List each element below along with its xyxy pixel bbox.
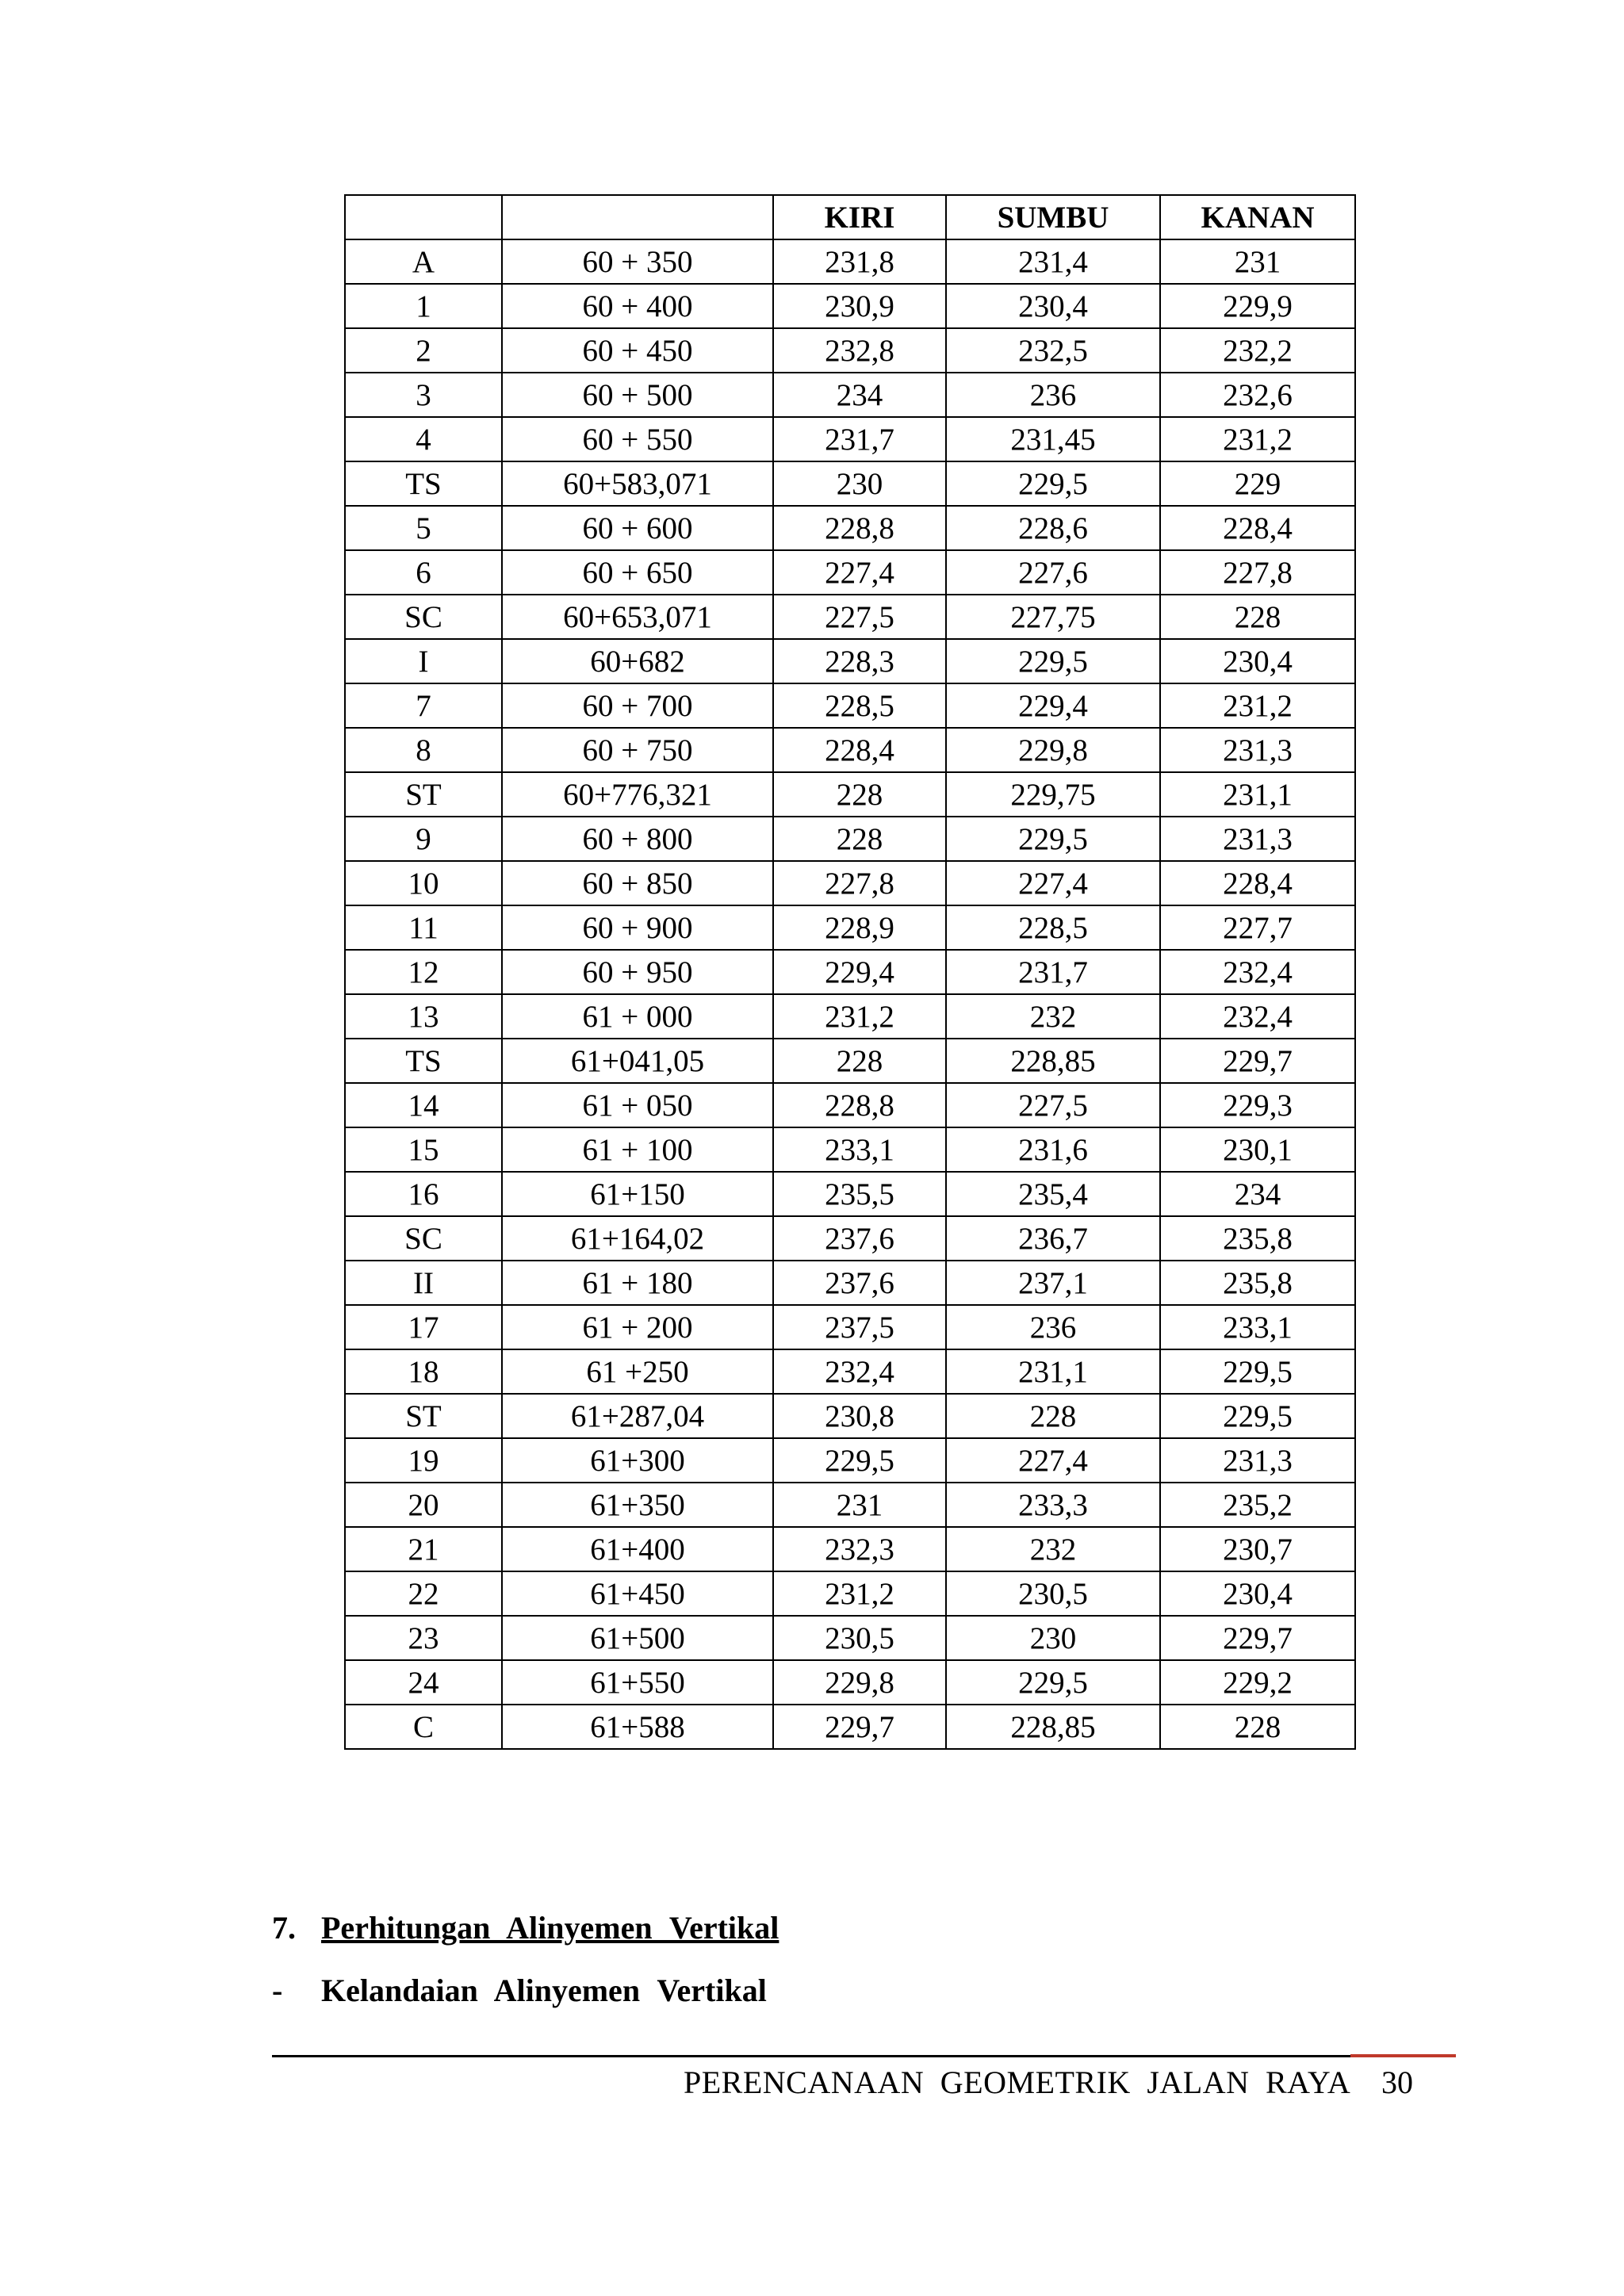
cell-kanan: 229,3 <box>1160 1083 1355 1127</box>
cell-point: TS <box>345 461 502 506</box>
cell-station: 60+776,321 <box>502 772 773 817</box>
cell-sumbu: 235,4 <box>946 1172 1160 1216</box>
cell-kiri: 237,6 <box>773 1261 946 1305</box>
cell-point: 6 <box>345 550 502 595</box>
table-row <box>345 595 1355 639</box>
cell-kiri: 231,7 <box>773 417 946 461</box>
cell-point: 5 <box>345 506 502 550</box>
footer-title: PERENCANAAN GEOMETRIK JALAN RAYA <box>684 2064 1351 2100</box>
cell-station: 60 + 600 <box>502 506 773 550</box>
section-heading <box>272 1909 779 1946</box>
cell-kiri: 228,8 <box>773 1083 946 1127</box>
cell-sumbu: 228,85 <box>946 1705 1160 1749</box>
cell-station: 60+583,071 <box>502 461 773 506</box>
cell-point: 13 <box>345 994 502 1039</box>
elevation-table <box>344 194 1356 1750</box>
cell-kiri: 228,8 <box>773 506 946 550</box>
table-row <box>345 1660 1355 1705</box>
cell-kanan: 230,7 <box>1160 1527 1355 1571</box>
cell-station: 61+150 <box>502 1172 773 1216</box>
cell-kiri: 234 <box>773 373 946 417</box>
cell-sumbu: 229,5 <box>946 639 1160 683</box>
table-row <box>345 994 1355 1039</box>
table-row <box>345 1216 1355 1261</box>
cell-station: 61 + 050 <box>502 1083 773 1127</box>
cell-station: 61 + 100 <box>502 1127 773 1172</box>
cell-sumbu: 228,85 <box>946 1039 1160 1083</box>
cell-kanan: 231,2 <box>1160 417 1355 461</box>
cell-point: 21 <box>345 1527 502 1571</box>
cell-sumbu: 236,7 <box>946 1216 1160 1261</box>
cell-kiri: 235,5 <box>773 1172 946 1216</box>
table-row <box>345 417 1355 461</box>
cell-sumbu: 229,5 <box>946 461 1160 506</box>
cell-kiri: 230,5 <box>773 1616 946 1660</box>
cell-kanan: 235,2 <box>1160 1483 1355 1527</box>
cell-kanan: 231 <box>1160 239 1355 284</box>
cell-station: 60+682 <box>502 639 773 683</box>
table-row <box>345 1571 1355 1616</box>
cell-station: 60 + 400 <box>502 284 773 328</box>
cell-kanan: 231,1 <box>1160 772 1355 817</box>
table-row <box>345 1394 1355 1438</box>
cell-kanan: 231,3 <box>1160 817 1355 861</box>
cell-station: 60+653,071 <box>502 595 773 639</box>
cell-sumbu: 229,8 <box>946 728 1160 772</box>
table-body <box>345 239 1355 1749</box>
cell-point: 19 <box>345 1438 502 1483</box>
cell-point: 11 <box>345 905 502 950</box>
cell-sumbu: 236 <box>946 1305 1160 1349</box>
table-row <box>345 461 1355 506</box>
cell-station: 60 + 850 <box>502 861 773 905</box>
cell-kiri: 231,2 <box>773 1571 946 1616</box>
cell-point: C <box>345 1705 502 1749</box>
cell-sumbu: 232 <box>946 1527 1160 1571</box>
cell-point: 16 <box>345 1172 502 1216</box>
table-row <box>345 1127 1355 1172</box>
cell-sumbu: 227,4 <box>946 861 1160 905</box>
cell-kiri: 231,2 <box>773 994 946 1039</box>
cell-kiri: 230 <box>773 461 946 506</box>
cell-kanan: 231,3 <box>1160 728 1355 772</box>
header-kiri: KIRI <box>773 195 946 239</box>
cell-kanan: 233,1 <box>1160 1305 1355 1349</box>
cell-point: 4 <box>345 417 502 461</box>
footer-divider <box>272 2055 1350 2057</box>
cell-sumbu: 229,75 <box>946 772 1160 817</box>
cell-kiri: 232,4 <box>773 1349 946 1394</box>
cell-station: 60 + 900 <box>502 905 773 950</box>
table-row <box>345 861 1355 905</box>
table-row <box>345 950 1355 994</box>
cell-sumbu: 233,3 <box>946 1483 1160 1527</box>
section-title: Perhitungan Alinyemen Vertikal <box>321 1910 779 1946</box>
header-station <box>502 195 773 239</box>
table-row <box>345 683 1355 728</box>
cell-kanan: 232,6 <box>1160 373 1355 417</box>
table-row <box>345 1172 1355 1216</box>
table-row <box>345 1527 1355 1571</box>
cell-kanan: 229,7 <box>1160 1039 1355 1083</box>
bullet-dash: - <box>272 1973 283 2008</box>
cell-kiri: 227,4 <box>773 550 946 595</box>
table-row <box>345 328 1355 373</box>
cell-point: TS <box>345 1039 502 1083</box>
cell-kanan: 235,8 <box>1160 1261 1355 1305</box>
cell-kanan: 230,1 <box>1160 1127 1355 1172</box>
cell-station: 60 + 550 <box>502 417 773 461</box>
cell-kiri: 231 <box>773 1483 946 1527</box>
table-row <box>345 772 1355 817</box>
table-row <box>345 1305 1355 1349</box>
cell-sumbu: 228,5 <box>946 905 1160 950</box>
cell-kiri: 228 <box>773 772 946 817</box>
cell-sumbu: 229,4 <box>946 683 1160 728</box>
cell-sumbu: 230,4 <box>946 284 1160 328</box>
cell-station: 61+164,02 <box>502 1216 773 1261</box>
table-row <box>345 373 1355 417</box>
cell-station: 61+287,04 <box>502 1394 773 1438</box>
table-row <box>345 550 1355 595</box>
cell-point: SC <box>345 1216 502 1261</box>
cell-station: 60 + 750 <box>502 728 773 772</box>
cell-station: 61+500 <box>502 1616 773 1660</box>
cell-sumbu: 228,6 <box>946 506 1160 550</box>
cell-kanan: 228,4 <box>1160 861 1355 905</box>
cell-point: 24 <box>345 1660 502 1705</box>
cell-station: 60 + 650 <box>502 550 773 595</box>
cell-kiri: 237,6 <box>773 1216 946 1261</box>
cell-station: 60 + 800 <box>502 817 773 861</box>
cell-kiri: 229,7 <box>773 1705 946 1749</box>
cell-sumbu: 229,5 <box>946 817 1160 861</box>
cell-sumbu: 231,4 <box>946 239 1160 284</box>
cell-station: 61 + 000 <box>502 994 773 1039</box>
cell-kanan: 235,8 <box>1160 1216 1355 1261</box>
cell-station: 61 + 180 <box>502 1261 773 1305</box>
cell-kiri: 231,8 <box>773 239 946 284</box>
cell-kanan: 231,2 <box>1160 683 1355 728</box>
cell-sumbu: 236 <box>946 373 1160 417</box>
cell-point: 18 <box>345 1349 502 1394</box>
cell-station: 61+300 <box>502 1438 773 1483</box>
cell-kanan: 228 <box>1160 595 1355 639</box>
cell-kiri: 232,8 <box>773 328 946 373</box>
cell-point: ST <box>345 1394 502 1438</box>
cell-sumbu: 231,1 <box>946 1349 1160 1394</box>
cell-station: 61+550 <box>502 1660 773 1705</box>
cell-station: 61+588 <box>502 1705 773 1749</box>
cell-kiri: 228 <box>773 1039 946 1083</box>
cell-sumbu: 227,75 <box>946 595 1160 639</box>
cell-station: 61 +250 <box>502 1349 773 1394</box>
cell-station: 61+350 <box>502 1483 773 1527</box>
cell-kanan: 229,5 <box>1160 1349 1355 1394</box>
table-row <box>345 284 1355 328</box>
cell-kanan: 230,4 <box>1160 639 1355 683</box>
cell-kiri: 227,8 <box>773 861 946 905</box>
cell-station: 60 + 700 <box>502 683 773 728</box>
table-row <box>345 728 1355 772</box>
table-row <box>345 1083 1355 1127</box>
cell-point: 9 <box>345 817 502 861</box>
cell-kiri: 228,5 <box>773 683 946 728</box>
table-row <box>345 1261 1355 1305</box>
cell-point: 17 <box>345 1305 502 1349</box>
table-row <box>345 1705 1355 1749</box>
cell-point: 15 <box>345 1127 502 1172</box>
table-header-row <box>345 195 1355 239</box>
cell-kanan: 229,5 <box>1160 1394 1355 1438</box>
cell-kiri: 228,4 <box>773 728 946 772</box>
cell-point: 23 <box>345 1616 502 1660</box>
cell-kanan: 228,4 <box>1160 506 1355 550</box>
cell-kanan: 229,9 <box>1160 284 1355 328</box>
cell-sumbu: 227,4 <box>946 1438 1160 1483</box>
cell-point: 1 <box>345 284 502 328</box>
cell-point: 22 <box>345 1571 502 1616</box>
cell-sumbu: 227,6 <box>946 550 1160 595</box>
cell-point: 7 <box>345 683 502 728</box>
cell-sumbu: 229,5 <box>946 1660 1160 1705</box>
header-point <box>345 195 502 239</box>
cell-sumbu: 232,5 <box>946 328 1160 373</box>
sub-heading-title: Kelandaian Alinyemen Vertikal <box>321 1973 767 2008</box>
cell-station: 60 + 350 <box>502 239 773 284</box>
cell-kanan: 229 <box>1160 461 1355 506</box>
table-row <box>345 817 1355 861</box>
table-row <box>345 905 1355 950</box>
table-row <box>345 1349 1355 1394</box>
cell-station: 61+400 <box>502 1527 773 1571</box>
table-row <box>345 239 1355 284</box>
cell-kanan: 230,4 <box>1160 1571 1355 1616</box>
cell-kiri: 237,5 <box>773 1305 946 1349</box>
cell-kiri: 228 <box>773 817 946 861</box>
cell-sumbu: 237,1 <box>946 1261 1160 1305</box>
section-number: 7. <box>272 1910 296 1946</box>
cell-kiri: 229,5 <box>773 1438 946 1483</box>
cell-point: II <box>345 1261 502 1305</box>
table-row <box>345 1483 1355 1527</box>
cell-station: 60 + 950 <box>502 950 773 994</box>
cell-point: A <box>345 239 502 284</box>
cell-station: 60 + 500 <box>502 373 773 417</box>
header-sumbu: SUMBU <box>946 195 1160 239</box>
table-row <box>345 639 1355 683</box>
cell-point: ST <box>345 772 502 817</box>
table-row <box>345 506 1355 550</box>
cell-kanan: 232,4 <box>1160 994 1355 1039</box>
cell-kanan: 227,7 <box>1160 905 1355 950</box>
footer-accent-line <box>1350 2054 1456 2057</box>
cell-kanan: 231,3 <box>1160 1438 1355 1483</box>
cell-point: 20 <box>345 1483 502 1527</box>
cell-kiri: 232,3 <box>773 1527 946 1571</box>
cell-station: 60 + 450 <box>502 328 773 373</box>
cell-kanan: 227,8 <box>1160 550 1355 595</box>
cell-point: SC <box>345 595 502 639</box>
cell-sumbu: 228 <box>946 1394 1160 1438</box>
cell-kanan: 228 <box>1160 1705 1355 1749</box>
cell-station: 61+450 <box>502 1571 773 1616</box>
cell-sumbu: 231,45 <box>946 417 1160 461</box>
cell-kiri: 228,3 <box>773 639 946 683</box>
cell-kanan: 229,2 <box>1160 1660 1355 1705</box>
table-row <box>345 1438 1355 1483</box>
cell-kiri: 228,9 <box>773 905 946 950</box>
cell-sumbu: 231,7 <box>946 950 1160 994</box>
cell-kiri: 227,5 <box>773 595 946 639</box>
header-kanan: KANAN <box>1160 195 1355 239</box>
cell-sumbu: 231,6 <box>946 1127 1160 1172</box>
cell-point: 12 <box>345 950 502 994</box>
cell-point: I <box>345 639 502 683</box>
cell-kiri: 233,1 <box>773 1127 946 1172</box>
cell-kanan: 229,7 <box>1160 1616 1355 1660</box>
cell-station: 61 + 200 <box>502 1305 773 1349</box>
cell-point: 10 <box>345 861 502 905</box>
cell-sumbu: 232 <box>946 994 1160 1039</box>
cell-kiri: 229,8 <box>773 1660 946 1705</box>
table-row <box>345 1039 1355 1083</box>
table-row <box>345 1616 1355 1660</box>
cell-point: 8 <box>345 728 502 772</box>
cell-kanan: 232,2 <box>1160 328 1355 373</box>
cell-kanan: 234 <box>1160 1172 1355 1216</box>
cell-kiri: 230,9 <box>773 284 946 328</box>
cell-station: 61+041,05 <box>502 1039 773 1083</box>
sub-heading <box>272 1972 767 2009</box>
cell-kanan: 232,4 <box>1160 950 1355 994</box>
cell-sumbu: 227,5 <box>946 1083 1160 1127</box>
cell-sumbu: 230,5 <box>946 1571 1160 1616</box>
cell-point: 3 <box>345 373 502 417</box>
cell-sumbu: 230 <box>946 1616 1160 1660</box>
page-number: 30 <box>1381 2064 1413 2100</box>
cell-kiri: 230,8 <box>773 1394 946 1438</box>
cell-kiri: 229,4 <box>773 950 946 994</box>
cell-point: 2 <box>345 328 502 373</box>
cell-point: 14 <box>345 1083 502 1127</box>
